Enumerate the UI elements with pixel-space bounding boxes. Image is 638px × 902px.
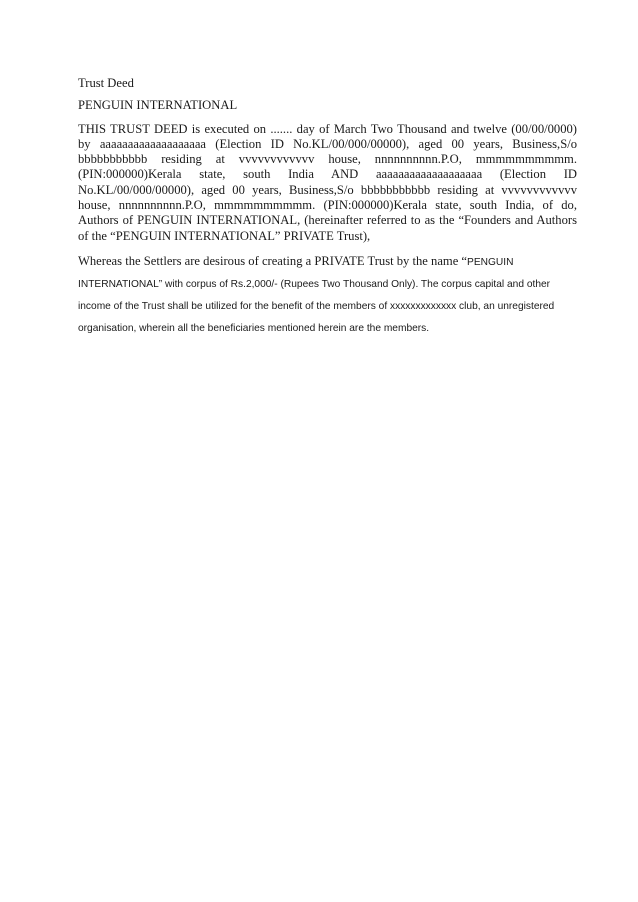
whereas-paragraph-lead: Whereas the Settlers are desirous of creating a PRIVATE Trust by the name “ — [78, 253, 468, 268]
deed-paragraph: THIS TRUST DEED is executed on ....... day of March Two Thousand and twelve (00/00/0000) by aaaaaaaaaaaaaaaaaaa (Election ID No.KL/00/000/00000), aged 00 years, Business,S/o bbbbbbbbbbb residing at vvvvvvvvvvvv house, nnnnnnnnnn.P.O, mmmmmmmmmm. (PIN:000000)Kerala state, south India AND aaaaaaaaaaaaaaaaaaa (Election ID No.KL/00/000/00000), aged 00 years, Business,S/o bbbbbbbbbbb residing at vvvvvvvvvvvv house, nnnnnnnnnn.P.O, mmmmmmmmmm. (PIN:000000)Kerala state, south India, of do, Authors of PENGUIN INTERNATIONAL, (hereinafter referred to as the “Founders and Authors of the “PENGUIN INTERNATIONAL” PRIVATE Trust), — [78, 121, 577, 243]
document-title: Trust Deed — [78, 76, 134, 90]
organization-name: PENGUIN INTERNATIONAL — [78, 98, 238, 113]
whereas-paragraph-rest: PENGUIN INTERNATIONAL” with corpus of Rs.2,000/- (Rupees Two Thousand Only). The corpus capital and other income of the Trust shall be utilized for the benefit of the members of xxxxxxxxxxxxx club, an unregistered organisation, wherein all the beneficiaries mentioned herein are the members. — [78, 256, 555, 334]
whereas-paragraph — [78, 251, 577, 339]
document-body — [78, 76, 577, 339]
